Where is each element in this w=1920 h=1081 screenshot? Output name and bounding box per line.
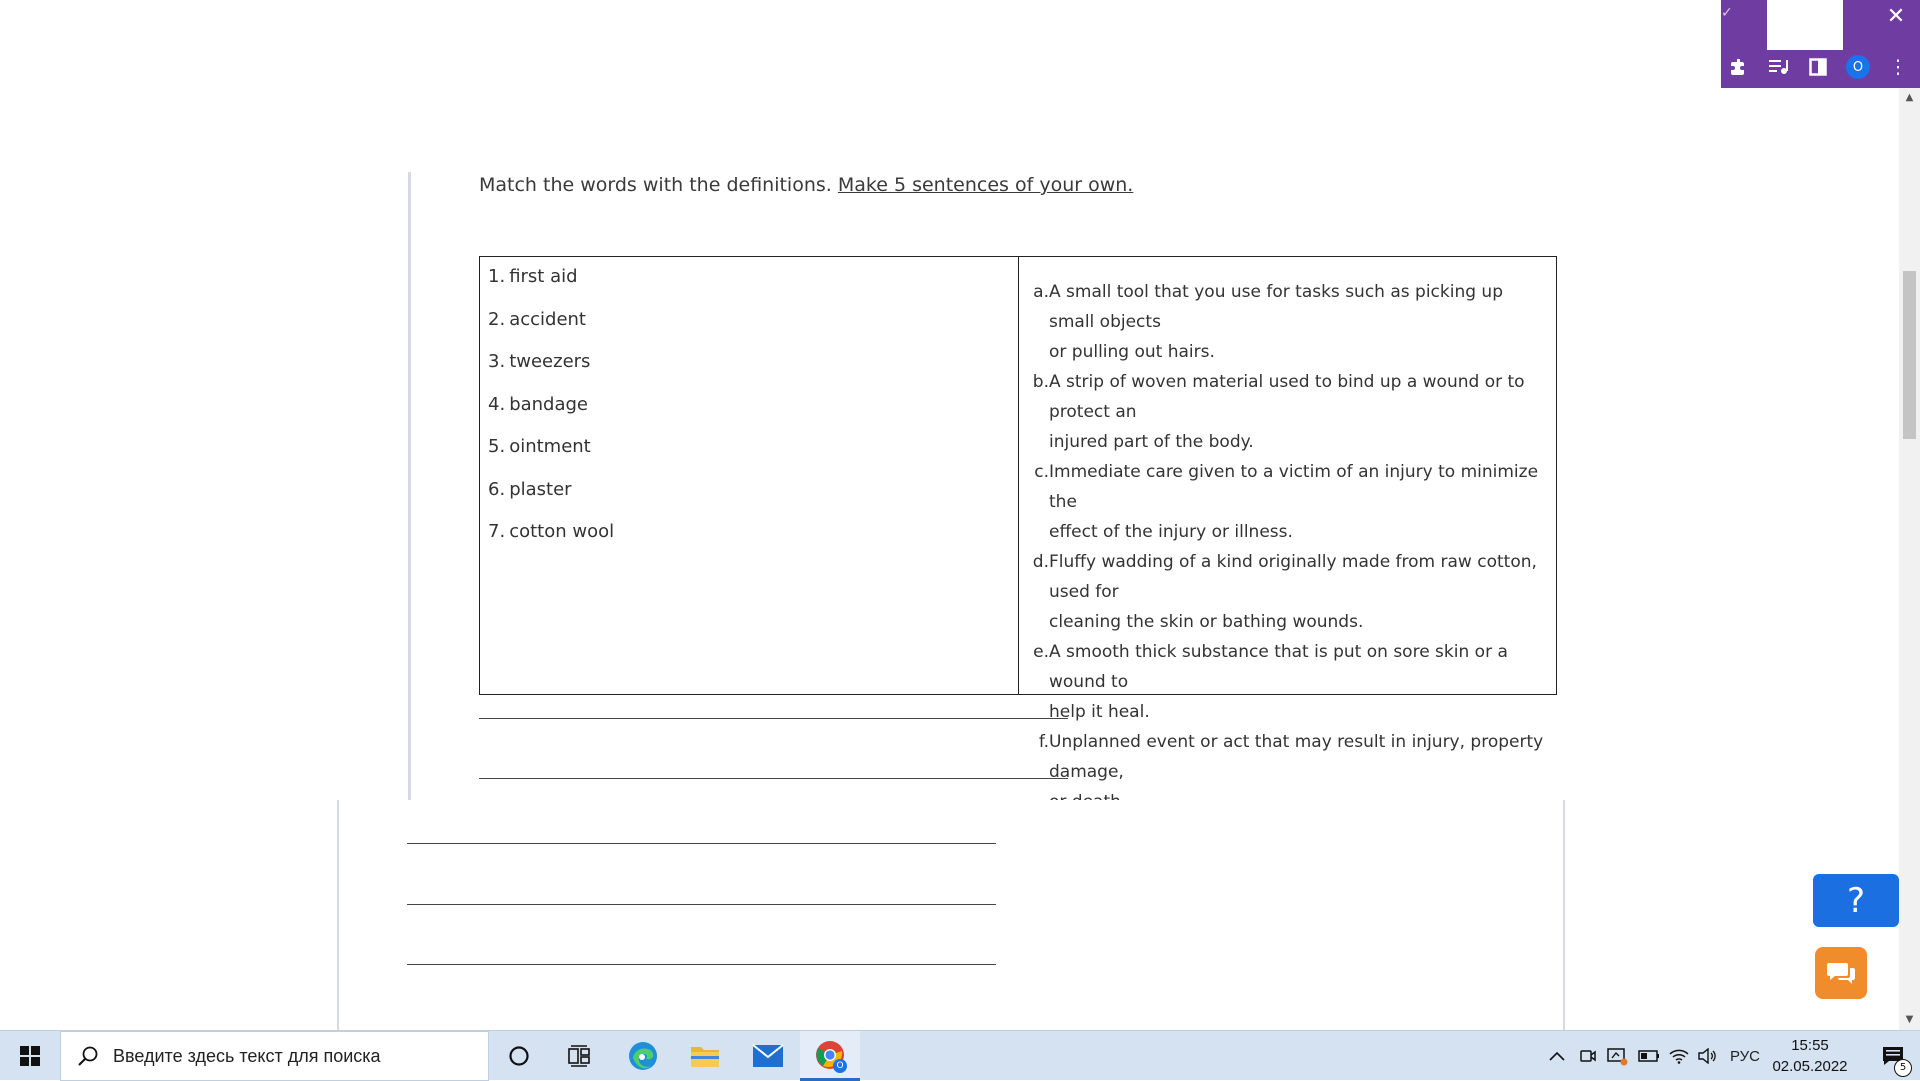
word-item: 6. plaster [488, 478, 572, 500]
windows-logo-icon [20, 1046, 40, 1066]
word-item: 3. tweezers [488, 351, 591, 372]
definition-item: b. A strip of woven material used to bind up a wound or to protect an injured part of the body. [1032, 372, 1525, 452]
answer-line [479, 778, 1068, 779]
word-item: 7. cotton wool [488, 521, 615, 542]
cortana-icon[interactable] [489, 1031, 549, 1081]
chat-button[interactable] [1815, 947, 1867, 999]
wifi-icon[interactable] [1667, 1045, 1691, 1067]
help-button[interactable] [1813, 874, 1899, 927]
chrome-profile-badge: O [833, 1059, 847, 1073]
input-language[interactable]: РУС [1729, 1047, 1761, 1065]
instruction-task-text: Make 5 sentences of your own. [837, 174, 1134, 196]
toolbar-blank-panel [1767, 0, 1843, 50]
answer-line [407, 964, 996, 965]
word-item: 4. bandage [488, 393, 589, 415]
definition-item: d. Fluffy wadding of a kind originally made from raw cotton, used for cleaning the skin or bathing wounds. [1032, 552, 1537, 632]
scroll-up-arrow-icon[interactable]: ▲ [1905, 92, 1914, 103]
show-hidden-icons-chevron-icon[interactable] [1547, 1045, 1567, 1067]
definition-item: c. Immediate care given to a victim of an injury to minimize the effect of the injury or illness. [1034, 462, 1539, 542]
action-center-button[interactable] [1866, 1031, 1920, 1081]
scroll-down-arrow-icon[interactable]: ▼ [1905, 1014, 1914, 1025]
task-instruction [479, 174, 1133, 196]
help-label: ? [1846, 880, 1866, 921]
task-view-icon[interactable] [549, 1031, 609, 1081]
start-button[interactable] [0, 1031, 60, 1081]
windows-taskbar [0, 1030, 1920, 1080]
more-menu-icon[interactable]: ⋮ [1888, 56, 1908, 78]
instruction-text: Match the words with the definitions. [479, 174, 832, 196]
profile-avatar[interactable]: O [1843, 52, 1873, 82]
edge-browser-icon[interactable] [613, 1031, 673, 1081]
media-playlist-icon[interactable] [1764, 52, 1794, 82]
notification-count: 5 [1894, 1059, 1912, 1077]
chat-bubbles-icon [1826, 960, 1856, 986]
chrome-browser-icon[interactable] [800, 1031, 860, 1081]
definition-item: a. A small tool that you use for tasks such as picking up small objects or pulling out hairs. [1033, 282, 1503, 362]
words-column [480, 257, 1019, 694]
search-icon [77, 1045, 99, 1067]
battery-icon[interactable] [1637, 1045, 1661, 1067]
matching-table [479, 256, 1557, 782]
clock-date: 02.05.2022 [1772, 1058, 1848, 1075]
search-placeholder: Введите здесь текст для поиска [113, 1045, 381, 1066]
meet-now-icon[interactable] [1577, 1045, 1599, 1067]
document-page-lower [337, 800, 1565, 1030]
definitions-column [1019, 257, 1556, 782]
answer-line [407, 843, 996, 844]
word-item: 2. accident [488, 308, 586, 330]
browser-toolbar [1721, 0, 1920, 88]
page-scrollbar[interactable] [1899, 88, 1920, 1030]
answer-line [479, 718, 1068, 719]
extensions-puzzle-icon[interactable] [1724, 52, 1754, 82]
volume-icon[interactable] [1695, 1045, 1719, 1067]
document-page [408, 172, 1543, 800]
word-item: 1. first aid [488, 266, 578, 287]
taskbar-clock[interactable] [1768, 1035, 1852, 1077]
taskbar-search-box[interactable] [60, 1031, 489, 1081]
close-icon[interactable]: ✕ [1886, 4, 1906, 29]
side-panel-icon[interactable] [1803, 52, 1833, 82]
definition-item: f. Unplanned event or act that may result in injury, property damage, [1038, 732, 1544, 782]
mail-icon[interactable] [738, 1031, 798, 1081]
answer-line [407, 904, 996, 905]
file-explorer-icon[interactable] [675, 1031, 735, 1081]
check-icon: ✓ [1721, 5, 1733, 21]
word-item: 5. ointment [488, 436, 591, 457]
definition-item: e. A smooth thick substance that is put on sore skin or a wound to help it heal. [1033, 642, 1508, 722]
clock-time: 15:55 [1791, 1037, 1829, 1054]
update-status-icon[interactable] [1605, 1045, 1629, 1067]
scroll-thumb[interactable] [1903, 271, 1916, 439]
